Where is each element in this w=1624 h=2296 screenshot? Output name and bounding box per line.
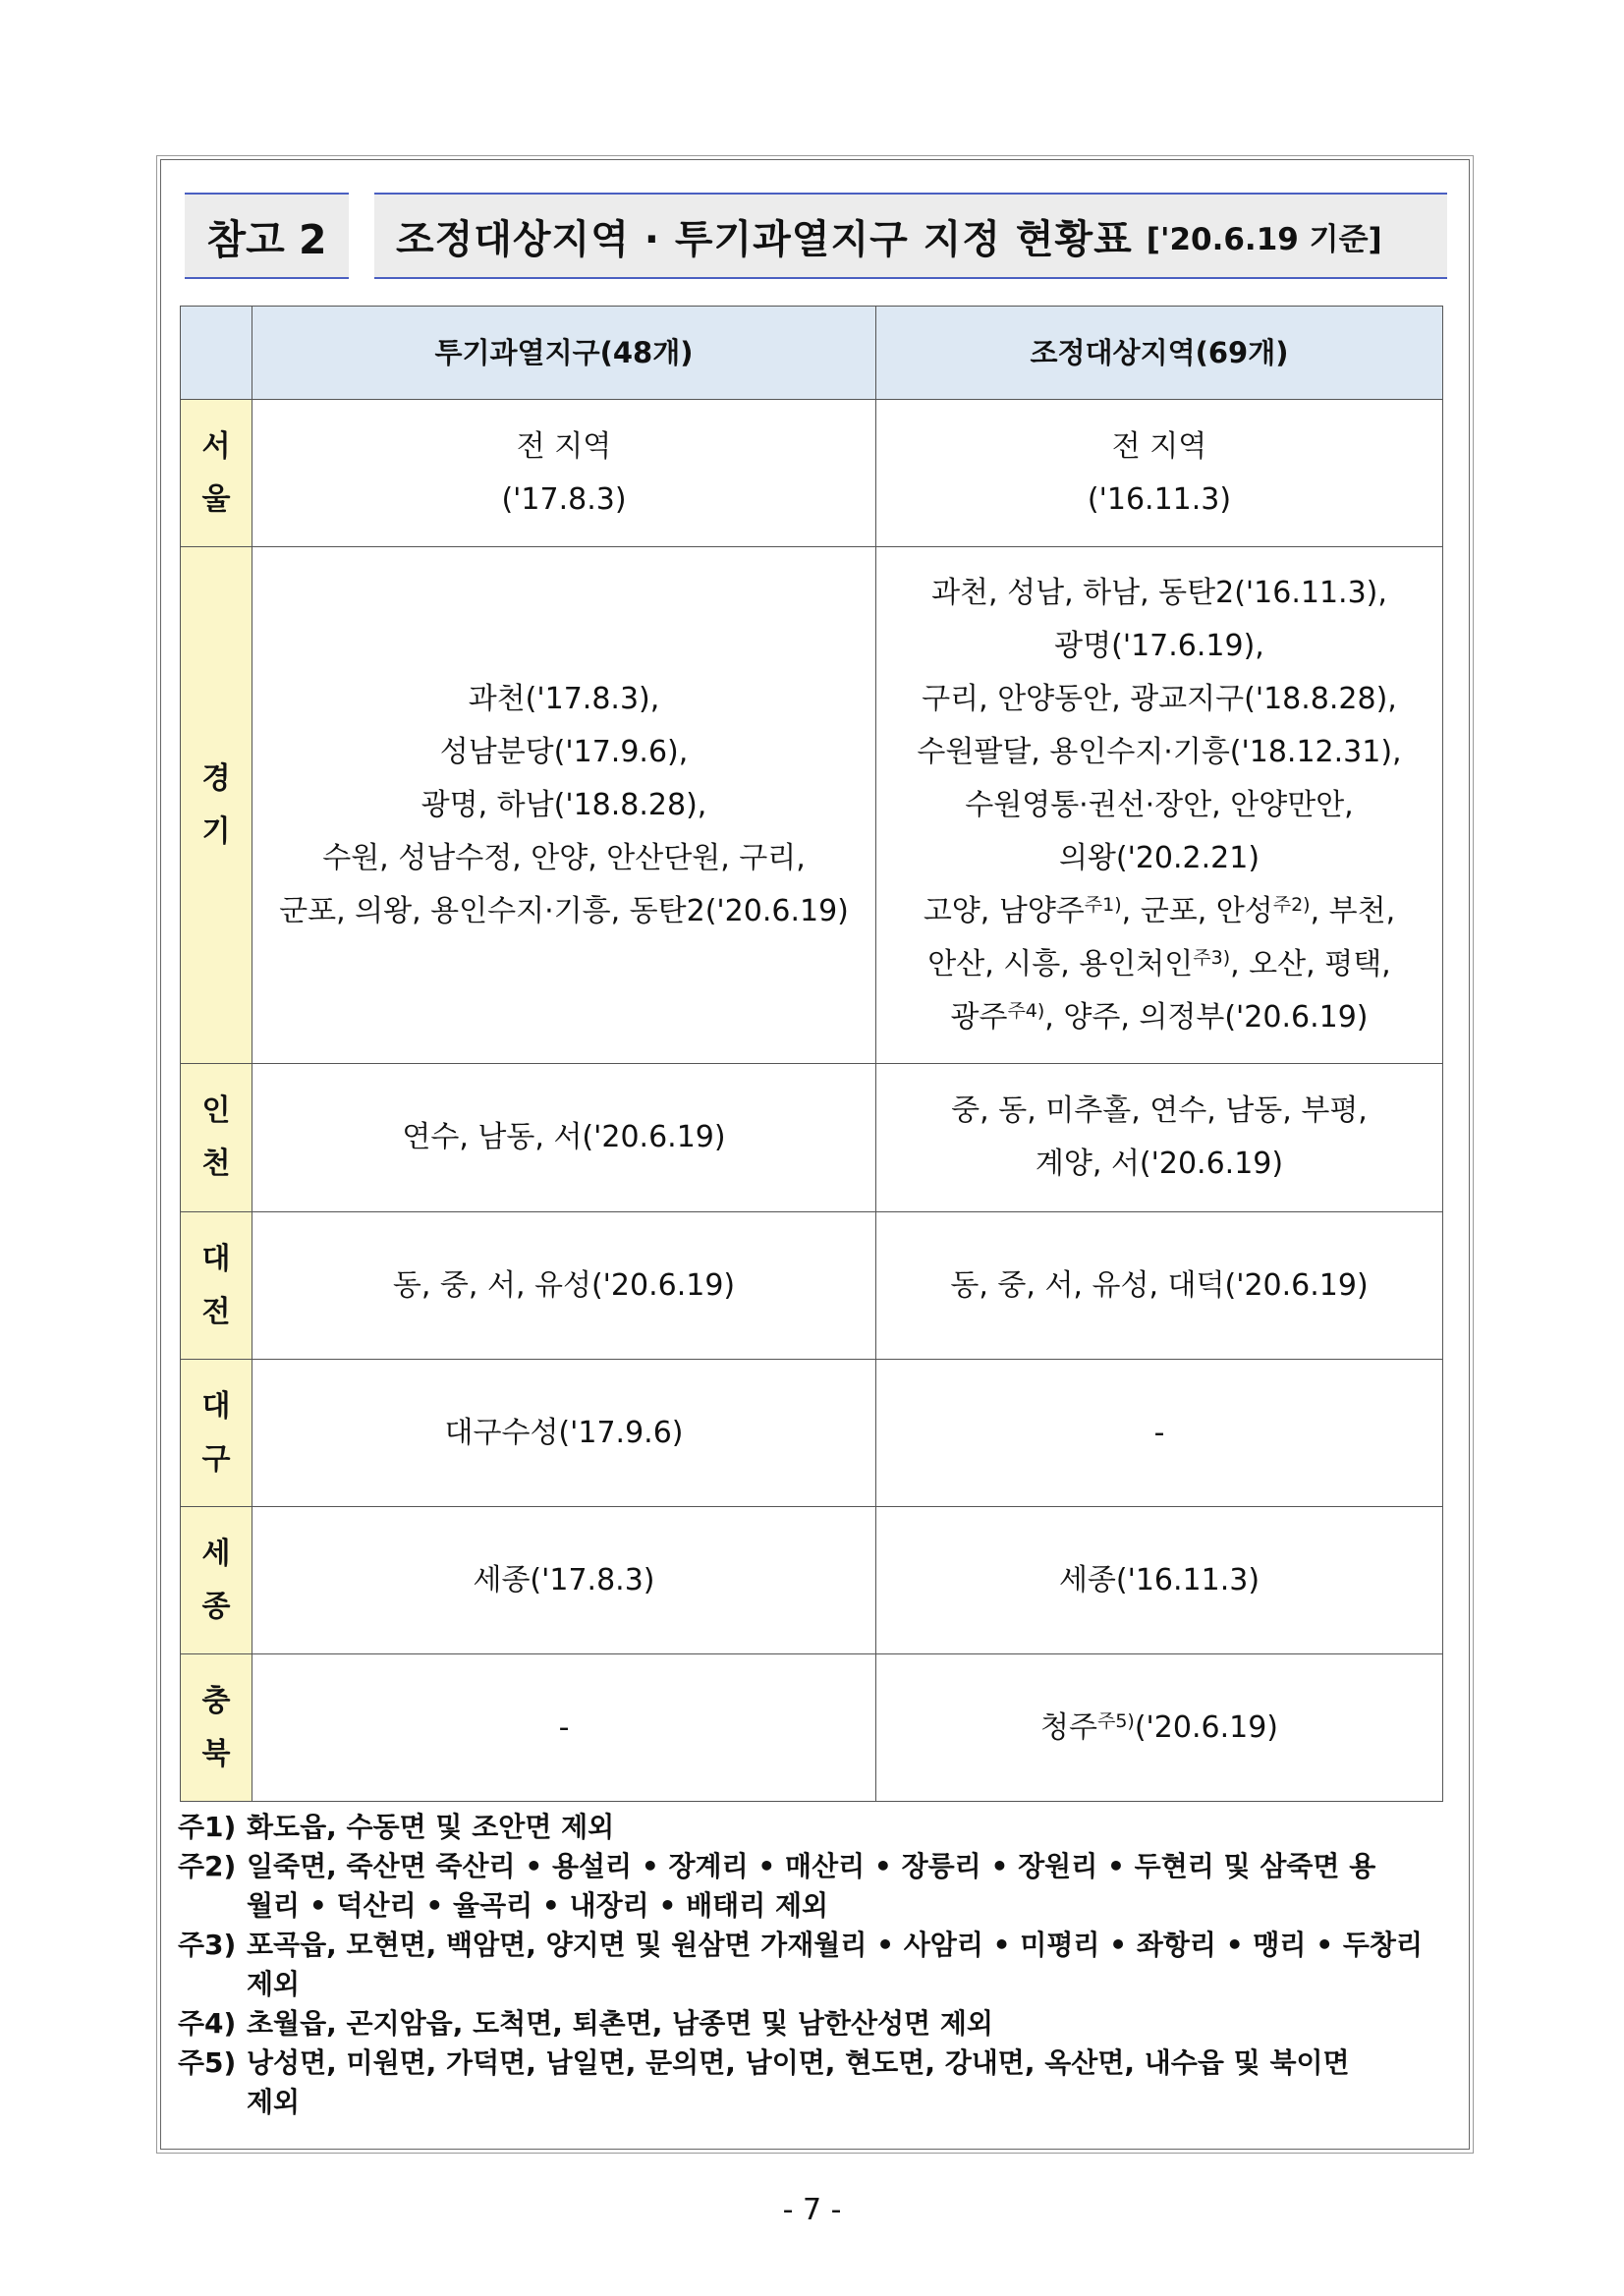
reference-label-text: 참고 2 (206, 215, 327, 263)
cell-line: 과천('17.8.3), (468, 681, 660, 716)
footnote-text: 화도읍, 수동면 및 조안면 제외 (247, 1811, 615, 1843)
cell-line: 성남분당('17.9.6), (439, 734, 689, 769)
cell-line: 동, 중, 서, 유성('20.6.19) (392, 1267, 736, 1303)
cell-line: 광명, 하남('18.8.28), (420, 787, 707, 822)
cell-line: 전 지역 (1111, 428, 1207, 464)
region-char: 대 (201, 1241, 231, 1276)
footnote-text: 낭성면, 미원면, 가덕면, 남일면, 문의면, 남이면, 현도면, 강내면, 옥산면, 내수읍 및 북이면 제외 (247, 2046, 1350, 2118)
table-row-sejong (181, 1507, 1443, 1654)
cell-line: 수원팔달, 용인수지·기흥('18.12.31), (917, 734, 1402, 769)
table-header-row (181, 307, 1443, 400)
adjustment-cell-daejeon (876, 1212, 1443, 1360)
adjustment-cell-sejong (876, 1507, 1443, 1654)
cell-line: 세종('16.11.3) (1058, 1562, 1260, 1597)
cell-line: ('17.8.3) (501, 481, 627, 517)
adjustment-cell-chungbuk (876, 1654, 1443, 1802)
cell-line: 세종('17.8.3) (473, 1562, 655, 1597)
region-sejong (181, 1507, 252, 1654)
cell-text: 고양, 남양주 (923, 893, 1085, 928)
page-number: - 7 - (782, 2193, 842, 2227)
table-row-gyeonggi (181, 547, 1443, 1064)
document-title (374, 193, 1447, 279)
region-char: 세 (201, 1536, 231, 1571)
footnote-key: 주1) (178, 1811, 237, 1843)
footnote-key: 주2) (178, 1850, 237, 1882)
column-header-speculation: 투기과열지구(48개) (252, 307, 876, 400)
cell-line: 광명('17.6.19), (1054, 628, 1264, 663)
region-char: 천 (201, 1147, 231, 1181)
footnotes (178, 1808, 1455, 2122)
cell-line: 계양, 서('20.6.19) (1035, 1147, 1284, 1181)
cell-line (876, 885, 1442, 938)
footnote-key: 주5) (178, 2046, 237, 2079)
adjustment-cell-seoul (876, 400, 1443, 547)
footnote-ref: 주4) (1007, 999, 1045, 1022)
cell-text: 청주 (1040, 1709, 1097, 1745)
table-row-daejeon (181, 1212, 1443, 1360)
cell-line: - (1153, 1415, 1165, 1450)
cell-text: 안산, 시흥, 용인처인 (927, 946, 1194, 981)
cell-line: 수원, 성남수정, 안양, 안산단원, 구리, (322, 840, 806, 875)
footnote-key: 주4) (178, 2007, 237, 2040)
column-header-adjustment: 조정대상지역(69개) (876, 307, 1443, 400)
region-seoul (181, 400, 252, 547)
footnote-5 (178, 2044, 1455, 2122)
cell-line (876, 1702, 1442, 1755)
footnote-key: 주3) (178, 1929, 237, 1961)
table-row-seoul (181, 400, 1443, 547)
region-char: 종 (201, 1589, 231, 1624)
region-char: 기 (201, 813, 231, 849)
region-char: 대 (201, 1388, 231, 1424)
footnote-2 (178, 1847, 1455, 1926)
speculation-cell-gyeonggi (252, 547, 876, 1064)
table-row-daegu (181, 1360, 1443, 1507)
cell-line: 동, 중, 서, 유성, 대덕('20.6.19) (950, 1267, 1369, 1303)
document-title-text: 조정대상지역 · 투기과열지구 지정 현황표 (396, 216, 1133, 262)
cell-line: 과천, 성남, 하남, 동탄2('16.11.3), (931, 575, 1387, 610)
cell-line: 중, 동, 미추홀, 연수, 남동, 부평, (951, 1093, 1368, 1128)
footnote-1 (178, 1808, 1455, 1847)
cell-text: 광주 (950, 999, 1008, 1035)
footnote-ref: 주2) (1272, 893, 1311, 916)
region-char: 인 (201, 1093, 231, 1128)
region-char: 전 (201, 1294, 231, 1329)
cell-line: ('16.11.3) (1087, 481, 1232, 517)
footnote-ref: 주5) (1096, 1709, 1135, 1732)
cell-text: , 양주, 의정부('20.6.19) (1044, 999, 1369, 1035)
region-incheon (181, 1064, 252, 1212)
cell-line: 구리, 안양동안, 광교지구('18.8.28), (922, 681, 1397, 716)
reference-label (185, 193, 349, 279)
cell-line: 전 지역 (516, 428, 612, 464)
speculation-cell-sejong (252, 1507, 876, 1654)
speculation-cell-chungbuk (252, 1654, 876, 1802)
cell-line: 수원영통·권선·장안, 안양만안, (965, 787, 1354, 822)
table-row-incheon (181, 1064, 1443, 1212)
footnote-ref: 주1) (1084, 893, 1122, 916)
region-char: 구 (201, 1441, 231, 1477)
cell-line (876, 991, 1442, 1044)
region-gyeonggi (181, 547, 252, 1064)
region-char: 북 (201, 1736, 231, 1771)
cell-text: ('20.6.19) (1134, 1709, 1278, 1745)
region-daejeon (181, 1212, 252, 1360)
footnote-text: 일죽면, 죽산면 죽산리 • 용설리 • 장계리 • 매산리 • 장릉리 • 장원리 • 두현리 및 삼죽면 용월리 • 덕산리 • 율곡리 • 내장리 • 배태리 제외 (247, 1850, 1376, 1922)
cell-line: 대구수성('17.9.6) (444, 1415, 684, 1450)
speculation-cell-daegu (252, 1360, 876, 1507)
region-char: 충 (201, 1683, 231, 1718)
speculation-cell-daejeon (252, 1212, 876, 1360)
cell-text: , 오산, 평택, (1230, 946, 1391, 981)
cell-text: , 군포, 안성 (1121, 893, 1273, 928)
cell-line: - (558, 1709, 570, 1745)
region-char: 울 (201, 481, 231, 517)
cell-line (876, 938, 1442, 991)
cell-line: 군포, 의왕, 용인수지·기흥, 동탄2('20.6.19) (279, 893, 849, 928)
designation-table (180, 306, 1443, 1802)
adjustment-cell-incheon (876, 1064, 1443, 1212)
region-chungbuk (181, 1654, 252, 1802)
region-char: 서 (201, 428, 231, 464)
adjustment-cell-daegu (876, 1360, 1443, 1507)
region-char: 경 (201, 760, 231, 796)
cell-line: 의왕('20.2.21) (1058, 840, 1260, 875)
cell-text: , 부천, (1310, 893, 1396, 928)
footnote-3 (178, 1926, 1455, 2004)
adjustment-cell-gyeonggi (876, 547, 1443, 1064)
speculation-cell-incheon (252, 1064, 876, 1212)
footnote-text: 초월읍, 곤지암읍, 도척면, 퇴촌면, 남종면 및 남한산성면 제외 (247, 2007, 993, 2040)
cell-line: 연수, 남동, 서('20.6.19) (402, 1120, 726, 1154)
footnote-4 (178, 2004, 1455, 2044)
footnote-ref: 주3) (1193, 946, 1231, 969)
corner-cell (181, 307, 252, 400)
table-row-chungbuk (181, 1654, 1443, 1802)
speculation-cell-seoul (252, 400, 876, 547)
date-note: ['20.6.19 기준] (1146, 221, 1382, 257)
region-daegu (181, 1360, 252, 1507)
footnote-text: 포곡읍, 모현면, 백암면, 양지면 및 원삼면 가재월리 • 사암리 • 미평리 • 좌항리 • 맹리 • 두창리 제외 (247, 1929, 1423, 2000)
